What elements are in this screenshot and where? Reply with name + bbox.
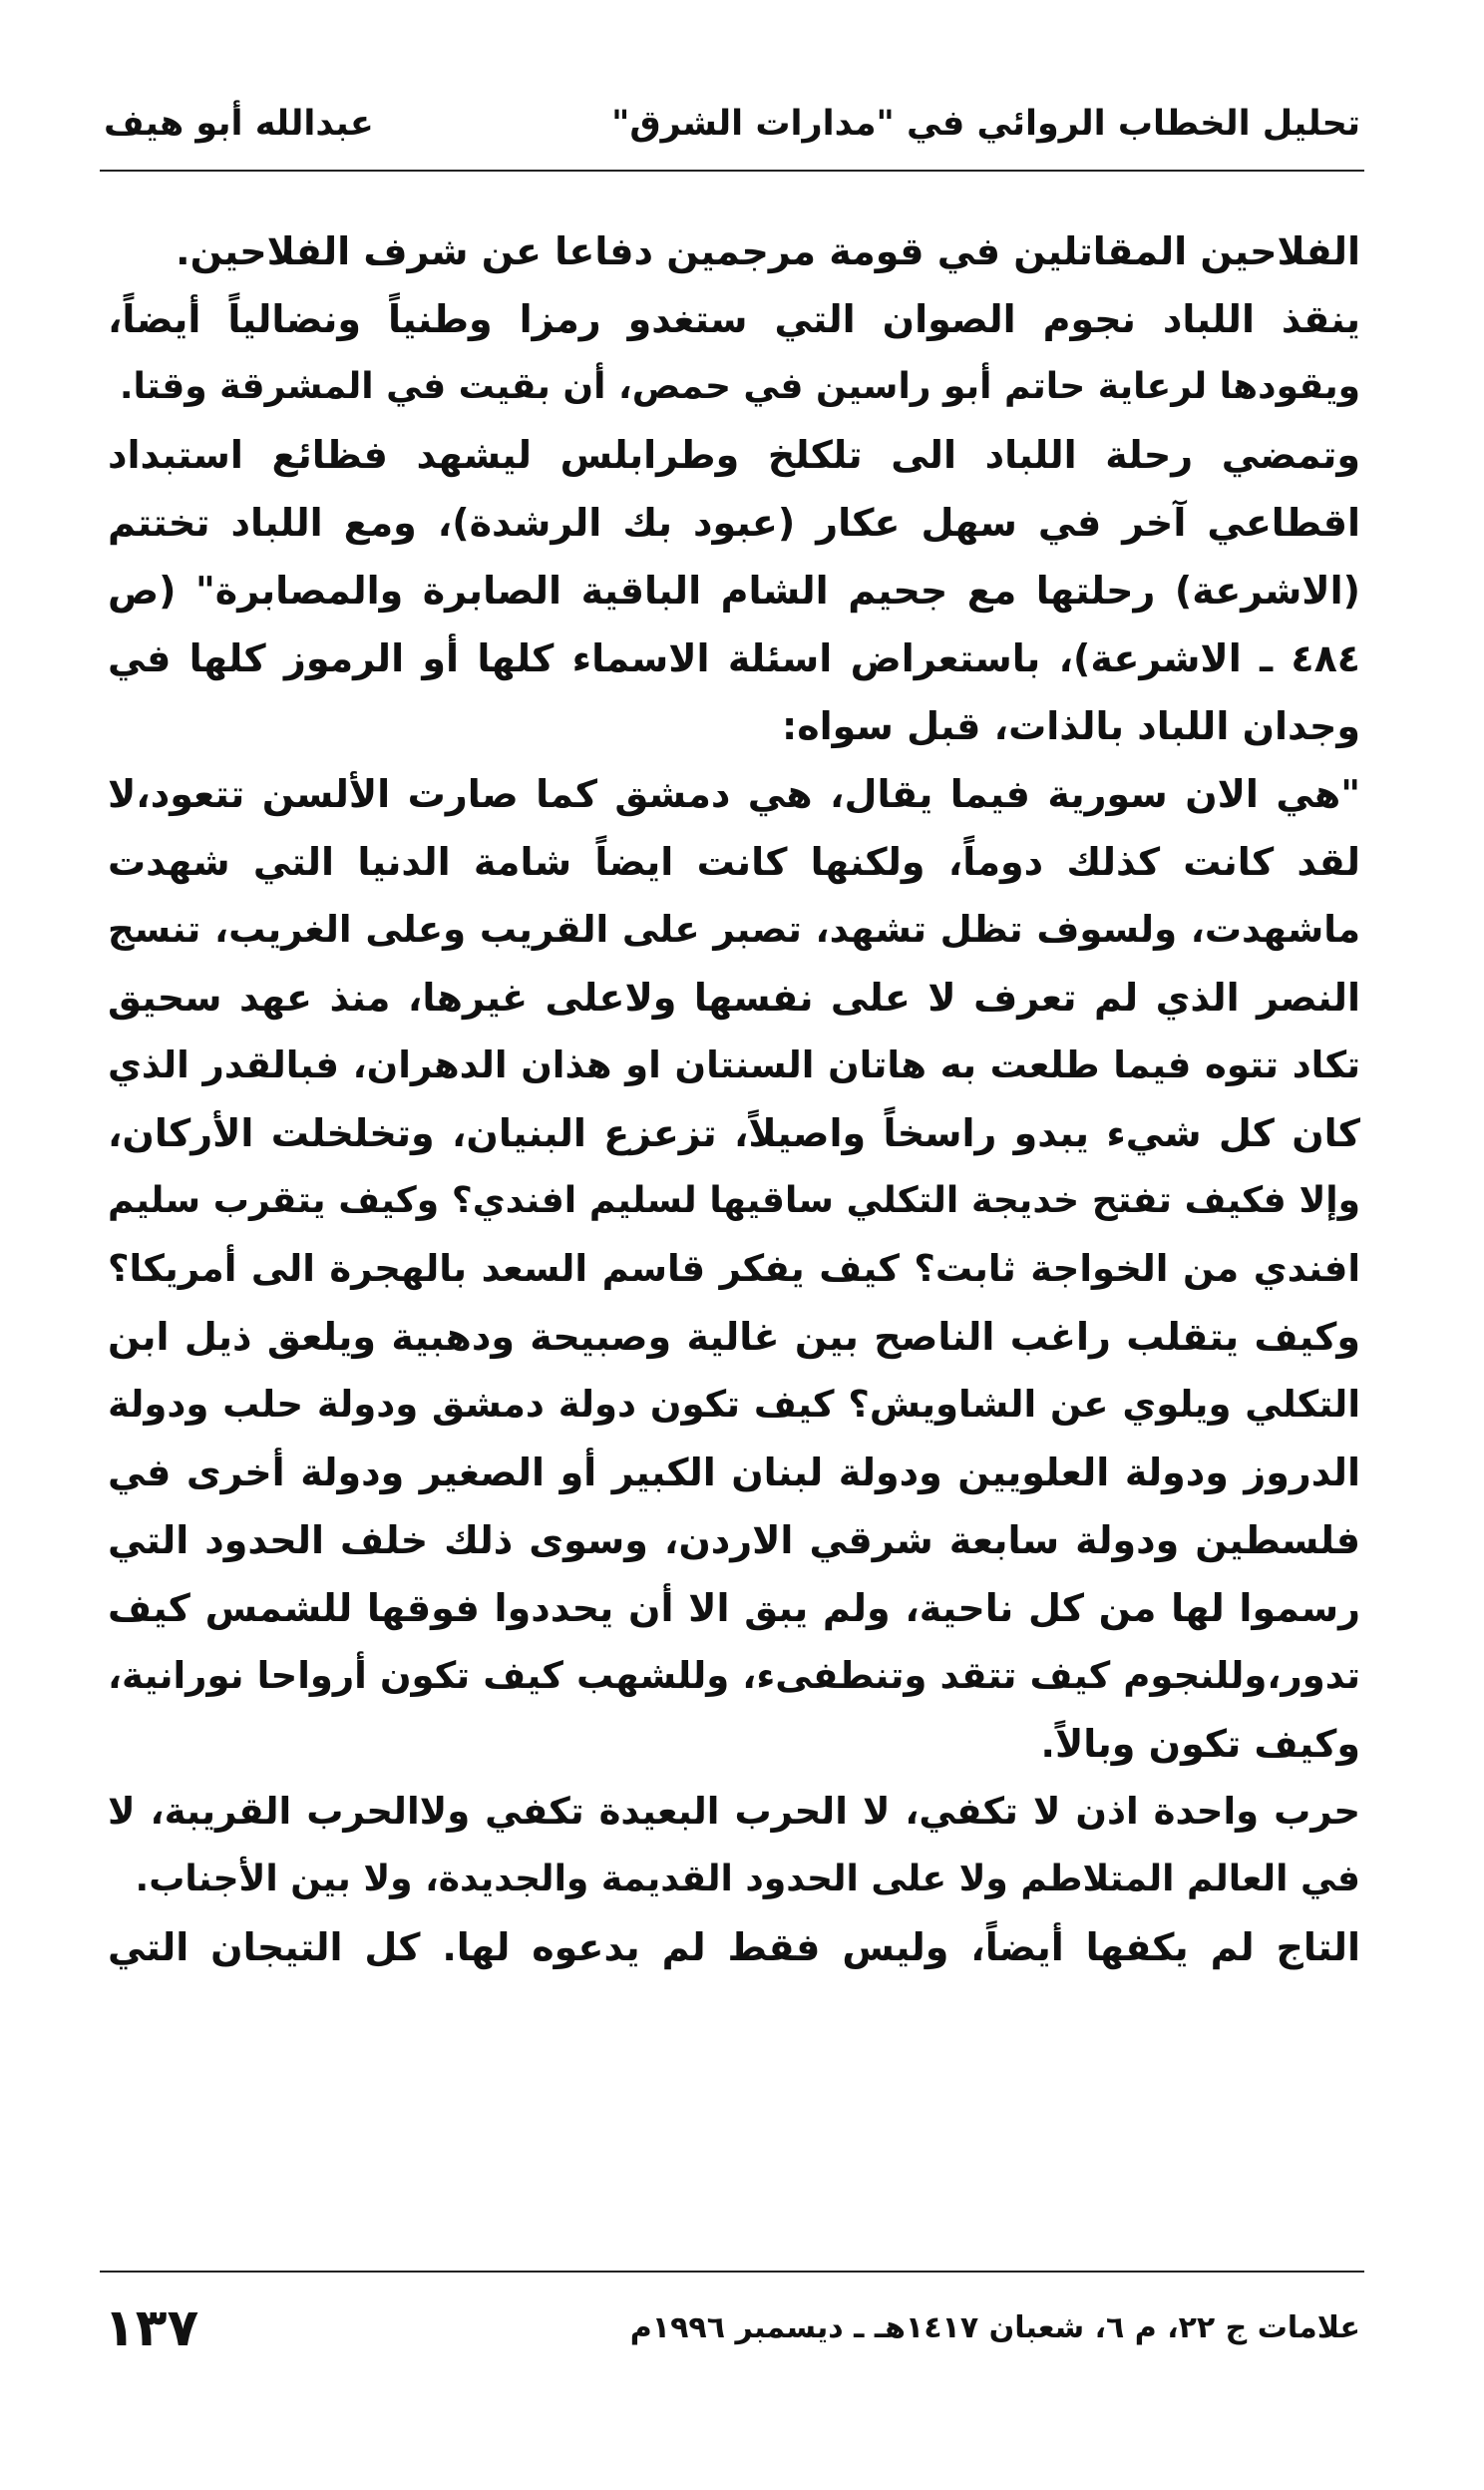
body-line: التاج لم يكفها أيضاً، وليس فقط لم يدعوه لها. كل التيجان التي [108,1925,1360,1969]
body-line: وكيف تكون وبالاً. [1040,1722,1360,1766]
running-header [104,104,1360,160]
body-line: تكاد تتوه فيما طلعت به هاتان السنتان او هذان الدهران، فبالقدر الذي [108,1043,1360,1086]
body-line: في العالم المتلاطم ولا على الحدود القديمة والجديدة، ولا بين الأجناب. [135,1859,1360,1899]
header-title: تحليل الخطاب الروائي في "مدارات الشرق" [611,104,1360,144]
body-line: افندي من الخواجة ثابت؟ كيف يفكر قاسم السعد بالهجرة الى أمريكا؟ [108,1247,1360,1290]
body-text [108,217,1360,1981]
body-line: الدروز ودولة العلويين ودولة لبنان الكبير أو الصغير ودولة أخرى في [108,1451,1360,1494]
body-line: لقد كانت كذلك دوماً، ولكنها كانت ايضاً شامة الدنيا التي شهدت [108,840,1360,884]
body-line: ويقودها لرعاية حاتم أبو راسين في حمص، أن بقيت في المشرقة وقتا. [119,366,1360,407]
body-line: فلسطين ودولة سابعة شرقي الاردن، وسوى ذلك خلف الحدود التي [108,1518,1360,1562]
body-line: وتمضي رحلة اللباد الى تلكلخ وطرابلس ليشهد فظائع استبداد [108,433,1360,477]
footer-journal-info: علامات ج ٢٢، م ٦، شعبان ١٤١٧هـ ـ ديسمبر ١٩٩٦م [629,2310,1360,2345]
body-line: (الاشرعة) رحلتها مع جحيم الشام الباقية الصابرة والمصابرة" (ص [108,569,1360,613]
body-line: تدور،وللنجوم كيف تتقد وتنطفىء، وللشهب كيف تكون أرواحا نورانية، [108,1654,1360,1697]
body-line: "هي الان سورية فيما يقال، هي دمشق كما صارت الألسن تتعود،لا [108,772,1360,816]
running-footer [104,2298,1360,2378]
body-line: حرب واحدة اذن لا تكفي، لا الحرب البعيدة تكفي ولاالحرب القريبة، لا [108,1790,1360,1833]
page-number: ١٣٧ [104,2298,199,2358]
body-line: وجدان اللباد بالذات، قبل سواه: [782,704,1360,748]
footer-rule [100,2271,1364,2273]
body-line: كان كل شيء يبدو راسخاً واصيلاً، تزعزع البنيان، وتخلخلت الأركان، [108,1111,1360,1155]
body-line: ماشهدت، ولسوف تظل تشهد، تصبر على القريب وعلى الغريب، تنسج [108,908,1360,951]
body-line: رسموا لها من كل ناحية، ولم يبق الا أن يحددوا فوقها للشمس كيف [108,1586,1360,1630]
body-line: ٤٨٤ ـ الاشرعة)، باستعراض اسئلة الاسماء كلها أو الرموز كلها في [108,636,1360,680]
body-line: الفلاحين المقاتلين في قومة مرجمين دفاعا عن شرف الفلاحين. [176,229,1360,273]
header-author: عبدالله أبو هيف [104,104,374,144]
body-line: وإلا فكيف تفتح خديجة التكلي ساقيها لسليم افندي؟ وكيف يتقرب سليم [108,1180,1360,1221]
body-line: التكلي ويلوي عن الشاويش؟ كيف تكون دولة دمشق ودولة حلب ودولة [108,1383,1360,1426]
body-line: وكيف يتقلب راغب الناصح بين غالية وصبيحة ودهبية ويلعق ذيل ابن [108,1315,1360,1359]
body-line: اقطاعي آخر في سهل عكار (عبود بك الرشدة)، ومع اللباد تختتم [108,501,1360,545]
body-line: ينقذ اللباد نجوم الصوان التي ستغدو رمزا وطنياً ونضالياً أيضاً، [108,297,1360,341]
header-rule [100,170,1364,172]
body-line: النصر الذي لم تعرف لا على نفسها ولاعلى غيرها، منذ عهد سحيق [108,976,1360,1020]
